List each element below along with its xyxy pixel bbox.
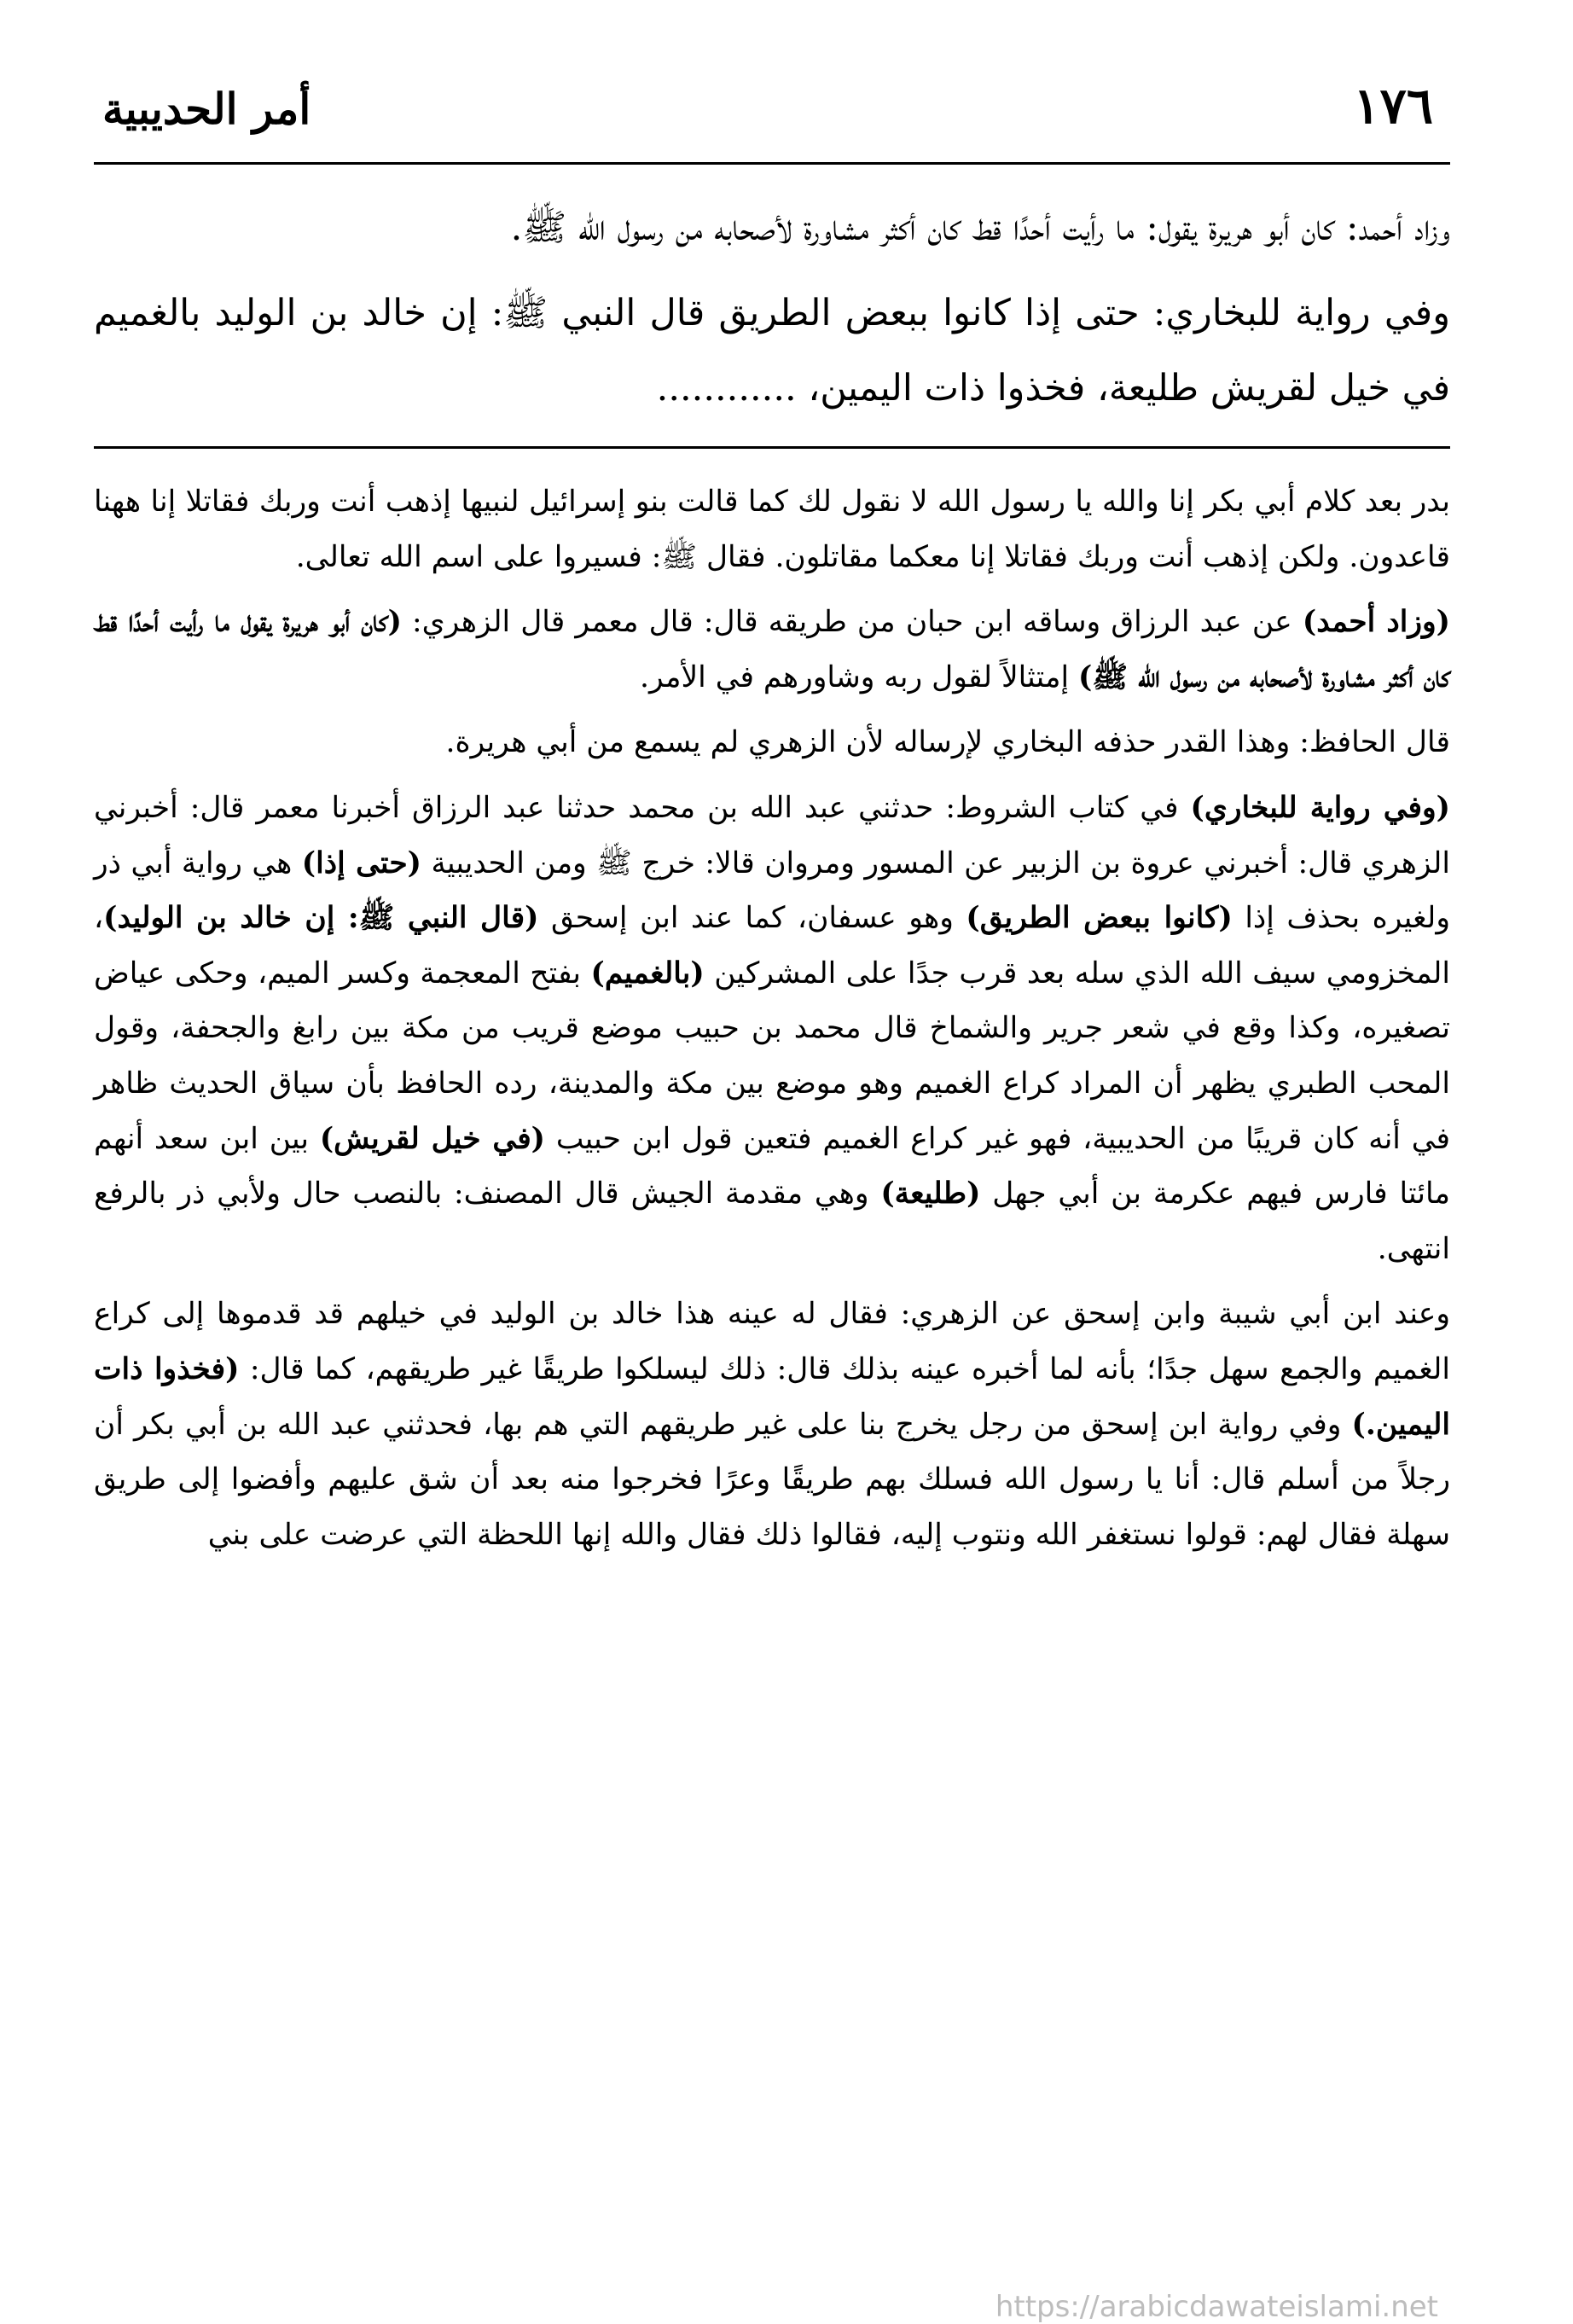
main-text-paragraph-1: وزاد أحمد: كان أبو هريرة يقول: ما رأيت أحدًا قط كان أكثر مشاورة لأصحابه من رسول الله ﷺ. bbox=[510, 206, 1450, 249]
commentary-text: بين ابن سعد أنهم مائتا فارس فيهم عكرمة بن أبي جهل bbox=[94, 1121, 1450, 1211]
commentary-text: عن عبد الرزاق وساقه ابن حبان من طريقه قال: قال معمر قال الزهري: bbox=[401, 605, 1303, 640]
quoted-phrase: (وزاد أحمد) bbox=[1302, 605, 1450, 640]
commentary-text: هي رواية أبي ذر ولغيره بحذف إذا bbox=[94, 845, 1450, 936]
quoted-phrase: (وفي رواية للبخاري) bbox=[1190, 790, 1450, 825]
commentary-text: في كتاب الشروط: حدثني عبد الله بن محمد حدثنا عبد الرزاق أخبرنا معمر قال: أخبرني الزهري قال: أخبرني عروة بن الزبير عن المسور ومروان قالا: خرج ﷺ ومن الحديبية bbox=[94, 790, 1450, 880]
commentary-text: وهو عسفان، كما عند ابن إسحق bbox=[538, 901, 966, 936]
page-number: ١٧٦ bbox=[1353, 77, 1433, 135]
commentary-paragraph-5 bbox=[94, 1287, 1450, 1562]
quoted-phrase: (كانوا ببعض الطريق) bbox=[966, 901, 1233, 936]
quoted-phrase: (حتى إذا) bbox=[301, 845, 421, 880]
watermark-url: https://arabicdawateislami.net bbox=[995, 2290, 1438, 2324]
quoted-phrase: (في خيل لقريش) bbox=[319, 1121, 546, 1156]
quoted-phrase: (قال النبي ﷺ: إن خالد بن الوليد) bbox=[103, 901, 539, 936]
quoted-phrase: (طليعة) bbox=[880, 1177, 981, 1211]
quoted-phrase: (بالغميم) bbox=[590, 956, 705, 991]
commentary-text: وفي رواية ابن إسحق من رجل يخرج بنا على غير طريقهم التي هم بها، فحدثني عبد الله بن أبي بكر أن رجلاً من أسلم قال: أنا يا رسول الله فسلك بهم طريقًا وعرًا فخرجوا منه بعد أن شق عليهم وأفضوا إلى طريق سهلة فقال لهم: قولوا نستغفر الله ونتوب إليه، فقالوا ذلك فقال والله إنها اللحظة التي عرضت على بني bbox=[94, 1407, 1450, 1552]
quoted-phrase: (فخذوا ذات اليمين.) bbox=[94, 1351, 1450, 1442]
running-title: أمر الحديبية bbox=[102, 84, 311, 134]
footnote-separator bbox=[94, 446, 1450, 449]
commentary-text: وهي مقدمة الجيش قال المصنف: بالنصب حال ولأبي ذر بالرفع انتهى. bbox=[94, 1177, 1450, 1266]
commentary-paragraph-2 bbox=[94, 595, 1450, 705]
commentary-text: وعند ابن أبي شيبة وابن إسحق عن الزهري: فقال له عينه هذا خالد بن الوليد في خيلهم قد قدموها إلى كراع الغميم والجمع سهل جدًا؛ بأنه لما أخبره عينه بذلك قال: ذلك ليسلكوا طريقًا غير طريقهم، كما قال: bbox=[94, 1297, 1450, 1386]
main-text-paragraph-2: وفي رواية للبخاري: حتى إذا كانوا ببعض الطريق قال النبي ﷺ: إن خالد بن الوليد بالغميم في خيل لقريش طليعة، فخذوا ذات اليمين، ............ bbox=[94, 292, 1450, 410]
commentary-text: ، المخزومي سيف الله الذي سله بعد قرب جدًا على المشركين bbox=[94, 901, 1450, 991]
quoted-phrase: (كان أبو هريرة يقول ما رأيت أحدًا قط كان أكثر مشاورة لأصحابه من رسول الله ﷺ) bbox=[94, 605, 1450, 694]
document-page bbox=[94, 68, 1450, 2286]
commentary bbox=[94, 474, 1450, 1562]
commentary-paragraph-1: بدر بعد كلام أبي بكر إنا والله يا رسول الله لا نقول لك كما قالت بنو إسرائيل لنبيها إذهب أنت وربك فقاتلا إنا ههنا قاعدون. ولكن إذهب أنت وربك فقاتلا إنا معكما مقاتلون. فقال ﷺ: فسيروا على اسم الله تعالى. bbox=[94, 485, 1450, 574]
commentary-paragraph-3: قال الحافظ: وهذا القدر حذفه البخاري لإرساله لأن الزهري لم يسمع من أبي هريرة. bbox=[445, 725, 1450, 760]
page-header bbox=[94, 68, 1450, 165]
commentary-text: إمتثالاً لقول ربه وشاورهم في الأمر. bbox=[639, 659, 1079, 694]
commentary-paragraph-4 bbox=[94, 781, 1450, 1276]
commentary-text: بفتح المعجمة وكسر الميم، وحكى عياض تصغيره، وكذا وقع في شعر جرير والشماخ قال محمد بن حبيب موضع قريب من مكة بين رابغ والجحفة، وقول المحب الطبري يظهر أن المراد كراع الغميم وهو موضع بين مكة والمدينة، رده الحافظ بأن سياق الحديث ظاهر في أنه كان قريبًا من الحديبية، فهو غير كراع الغميم فتعين قول ابن حبيب bbox=[94, 956, 1450, 1156]
main-text bbox=[94, 190, 1450, 426]
